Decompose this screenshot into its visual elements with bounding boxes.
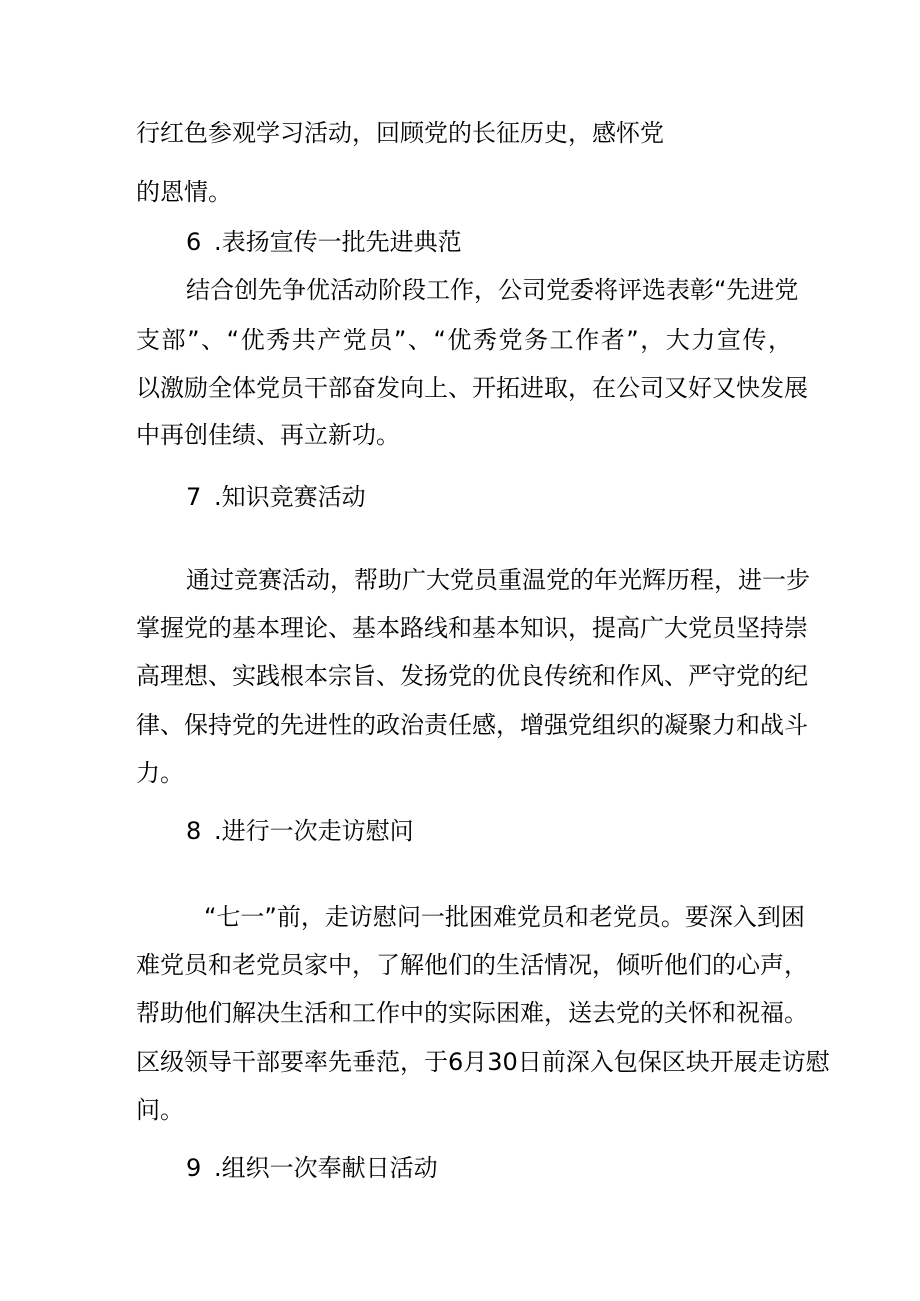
paragraph-line: 结合创先争优活动阶段工作，公司党委将评选表彰“先进党 [186, 276, 799, 304]
paragraph-line: 掌握党的基本理论、基本路线和基本知识，提高广大党员坚持崇 [136, 614, 808, 642]
section-number: 9 [186, 1154, 202, 1182]
section-title: .知识竞赛活动 [214, 483, 366, 511]
paragraph-line: 区级领导干部要率先垂范，于6月30日前深入包保区块开展走访慰 [136, 1048, 830, 1076]
section-number: 6 [186, 228, 202, 256]
section-number: 8 [186, 817, 202, 845]
paragraph-line: 力。 [136, 759, 184, 787]
paragraph-line: 通过竞赛活动，帮助广大党员重温党的年光辉历程，进一步 [186, 566, 810, 594]
section-title: .组织一次奉献日活动 [214, 1154, 438, 1182]
paragraph-line: 帮助他们解决生活和工作中的实际困难，送去党的关怀和祝福。 [136, 999, 808, 1027]
section-heading-9 [186, 1152, 438, 1184]
paragraph-line: 的恩情。 [136, 178, 232, 206]
paragraph-line: 行红色参观学习活动，回顾党的长征历史，感怀党 [136, 119, 664, 147]
paragraph-line: 中再创佳绩、再立新功。 [136, 421, 400, 449]
section-heading-6 [186, 226, 462, 258]
paragraph-line: 支部”、“优秀共产党员”、“优秀党务工作者”，大力宣传， [136, 326, 792, 354]
paragraph-line: 律、保持党的先进性的政治责任感，增强党组织的凝聚力和战斗 [136, 711, 808, 739]
paragraph-line: 问。 [136, 1096, 184, 1124]
section-title: .表扬宣传一批先进典范 [214, 228, 462, 256]
paragraph-line: “七一”前，走访慰问一批困难党员和老党员。要深入到困 [204, 903, 805, 931]
section-heading-7 [186, 481, 366, 513]
section-heading-8 [186, 815, 414, 847]
paragraph-line: 以激励全体党员干部奋发向上、开拓进取，在公司又好又快发展 [136, 374, 808, 402]
section-title: .进行一次走访慰问 [214, 817, 414, 845]
paragraph-line: 高理想、实践根本宗旨、发扬党的优良传统和作风、严守党的纪 [136, 662, 808, 690]
section-number: 7 [186, 483, 202, 511]
paragraph-line: 难党员和老党员家中，了解他们的生活情况，倾听他们的心声， [136, 951, 808, 979]
